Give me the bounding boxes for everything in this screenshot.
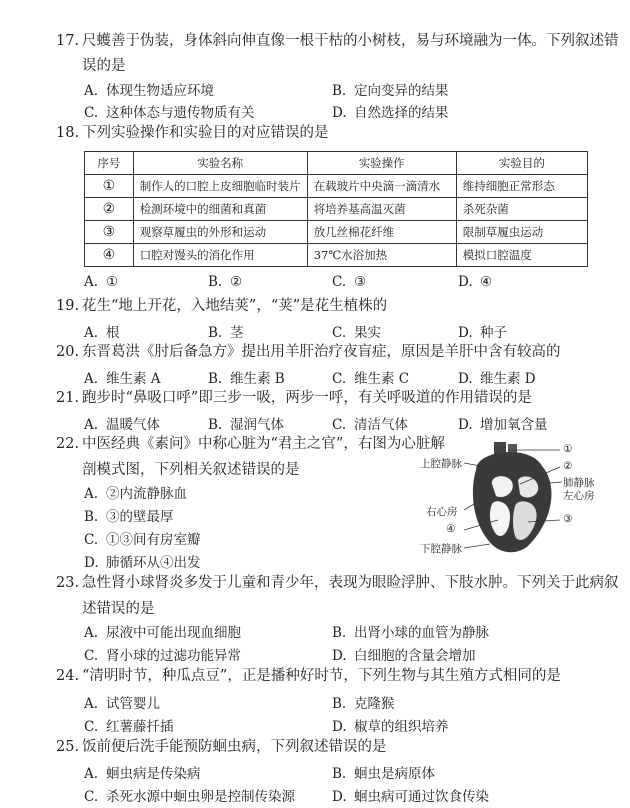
question-number: 23. — [56, 575, 80, 591]
question-stem: 急性肾小球肾炎多发于儿童和青少年，表现为眼睑浮肿、下肢水肿。下列关于此病叙 — [82, 575, 619, 591]
superior-vena-cava-label: 上腔静脉 — [420, 458, 462, 470]
option-c[interactable]: C. 红薯藤扦插 — [84, 719, 174, 735]
option-c[interactable]: C. 果实 — [332, 325, 381, 341]
question-number: 20. — [56, 344, 80, 360]
table-row — [85, 221, 588, 244]
option-d[interactable]: D. 维生素 D — [458, 371, 536, 387]
question-23 — [56, 574, 619, 592]
table-cell: 观察草履虫的外形和运动 — [133, 221, 307, 244]
table-cell: 维持细胞正常形态 — [456, 175, 587, 198]
table-cell: 检测环境中的细菌和真菌 — [133, 198, 307, 221]
table-cell: 制作人的口腔上皮细胞临时装片 — [133, 175, 307, 198]
option-a[interactable]: A. 根 — [84, 325, 120, 341]
option-b[interactable]: B. 克隆猴 — [332, 696, 395, 712]
table-header-row — [85, 152, 588, 175]
question-24 — [56, 667, 561, 685]
heart-diagram — [420, 440, 600, 560]
question-21 — [56, 389, 532, 407]
option-b[interactable]: B. 出肾小球的血管为静脉 — [332, 625, 489, 641]
question-number: 25. — [56, 739, 80, 755]
question-stem: 尺蠖善于伪装，身体斜向伸直像一根干枯的小树枝，易与环境融为一体。下列叙述错 — [82, 33, 619, 49]
option-a[interactable]: A. 试管婴儿 — [84, 696, 160, 712]
question-19 — [56, 297, 387, 315]
question-stem-continued: 误的是 — [82, 58, 126, 74]
question-stem: 东晋葛洪《肘后备急方》提出用羊肝治疗夜盲症，原因是羊肝中含有较高的 — [82, 344, 561, 360]
pulmonary-vein-label: 肺静脉 — [563, 477, 595, 489]
right-atrium-label: 右心房 — [426, 506, 458, 518]
option-b[interactable]: B. 蛔虫是病原体 — [332, 766, 435, 782]
option-d[interactable]: D. ④ — [458, 274, 493, 290]
question-20 — [56, 343, 561, 361]
option-b[interactable]: B. 维生素 B — [208, 371, 285, 387]
option-b[interactable]: B. ③的壁最厚 — [84, 509, 174, 525]
inferior-vena-cava-label: 下腔静脉 — [420, 543, 462, 555]
table-header: 实验名称 — [133, 152, 307, 175]
question-stem: “清明时节，种瓜点豆”，正是播种好时节，下列生物与其生殖方式相同的是 — [82, 668, 561, 684]
option-d[interactable]: D. 自然选择的结果 — [332, 105, 449, 121]
option-c[interactable]: C. 杀死水源中蛔虫卵是控制传染源 — [84, 789, 295, 805]
option-b[interactable]: B. 湿润气体 — [208, 417, 284, 433]
table-cell: ② — [85, 198, 134, 221]
table-cell: ③ — [85, 221, 134, 244]
table-cell: ④ — [85, 244, 134, 267]
question-stem: 花生“地上开花，入地结荚”，“荚”是花生植株的 — [82, 298, 388, 314]
question-18 — [56, 124, 329, 142]
label-4: ④ — [446, 523, 456, 535]
table-header: 实验目的 — [456, 152, 587, 175]
option-a[interactable]: A. ① — [84, 274, 119, 290]
question-22 — [56, 435, 445, 453]
option-d[interactable]: D. 种子 — [458, 325, 507, 341]
label-1: ① — [563, 443, 573, 455]
question-stem-continued: 述错误的是 — [82, 601, 155, 617]
table-cell: 模拟口腔温度 — [456, 244, 587, 267]
option-b[interactable]: B. 茎 — [208, 325, 244, 341]
table-cell: 在载玻片中央滴一滴清水 — [307, 175, 456, 198]
option-a[interactable]: A. 温暖气体 — [84, 417, 160, 433]
question-stem: 下列实验操作和实验目的对应错误的是 — [82, 125, 329, 141]
table-header: 序号 — [85, 152, 134, 175]
table-cell: 杀死杂菌 — [456, 198, 587, 221]
left-atrium-label: 左心房 — [563, 490, 595, 502]
option-c[interactable]: C. 清洁气体 — [332, 417, 408, 433]
option-a[interactable]: A. 蛔虫病是传染病 — [84, 766, 201, 782]
question-stem: 中医经典《素问》中称心脏为“君主之官”，右图为心脏解 — [82, 436, 445, 452]
table-header: 实验操作 — [307, 152, 456, 175]
question-number: 21. — [56, 390, 80, 406]
option-d[interactable]: D. 增加氧含量 — [458, 417, 548, 433]
label-2: ② — [563, 460, 573, 472]
table-cell: 将培养基高温灭菌 — [307, 198, 456, 221]
table-cell: ① — [85, 175, 134, 198]
option-d[interactable]: D. 肺循环从④出发 — [84, 555, 201, 571]
option-a[interactable]: A. 体现生物适应环境 — [84, 83, 214, 99]
label-3: ③ — [563, 513, 573, 525]
table-cell: 37℃水浴加热 — [307, 244, 456, 267]
table-cell: 放几丝棉花纤维 — [307, 221, 456, 244]
option-b[interactable]: B. 定向变异的结果 — [332, 83, 449, 99]
table-row — [85, 175, 588, 198]
table-cell: 口腔对馒头的消化作用 — [133, 244, 307, 267]
option-a[interactable]: A. 维生素 A — [84, 371, 161, 387]
question-number: 17. — [56, 33, 80, 49]
option-d[interactable]: D. 白细胞的含量会增加 — [332, 648, 476, 664]
table-row — [85, 244, 588, 267]
option-c[interactable]: C. 这种体态与遗传物质有关 — [84, 105, 255, 121]
question-17 — [56, 32, 619, 50]
question-number: 19. — [56, 298, 80, 314]
option-d[interactable]: D. 椒草的组织培养 — [332, 719, 449, 735]
option-c[interactable]: C. 肾小球的过滤功能异常 — [84, 648, 241, 664]
question-number: 18. — [56, 125, 80, 141]
option-c[interactable]: C. ①③间有房室瓣 — [84, 532, 201, 548]
table-cell: 限制草履虫运动 — [456, 221, 587, 244]
question-25 — [56, 738, 387, 756]
option-a[interactable]: A. ②内流静脉血 — [84, 486, 187, 502]
table-row — [85, 198, 588, 221]
question-stem-continued: 剖模式图，下列相关叙述错误的是 — [82, 462, 300, 478]
option-c[interactable]: C. 维生素 C — [332, 371, 410, 387]
experiment-table — [84, 151, 588, 267]
option-d[interactable]: D. 蛔虫病可通过饮食传染 — [332, 789, 489, 805]
question-number: 22. — [56, 436, 80, 452]
option-a[interactable]: A. 尿液中可能出现血细胞 — [84, 625, 241, 641]
question-number: 24. — [56, 668, 80, 684]
option-b[interactable]: B. ② — [208, 274, 243, 290]
option-c[interactable]: C. ③ — [332, 274, 367, 290]
question-stem: 跑步时“鼻吸口呼”即三步一吸，两步一呼，有关呼吸道的作用错误的是 — [82, 390, 532, 406]
question-stem: 饭前便后洗手能预防蛔虫病，下列叙述错误的是 — [82, 739, 387, 755]
